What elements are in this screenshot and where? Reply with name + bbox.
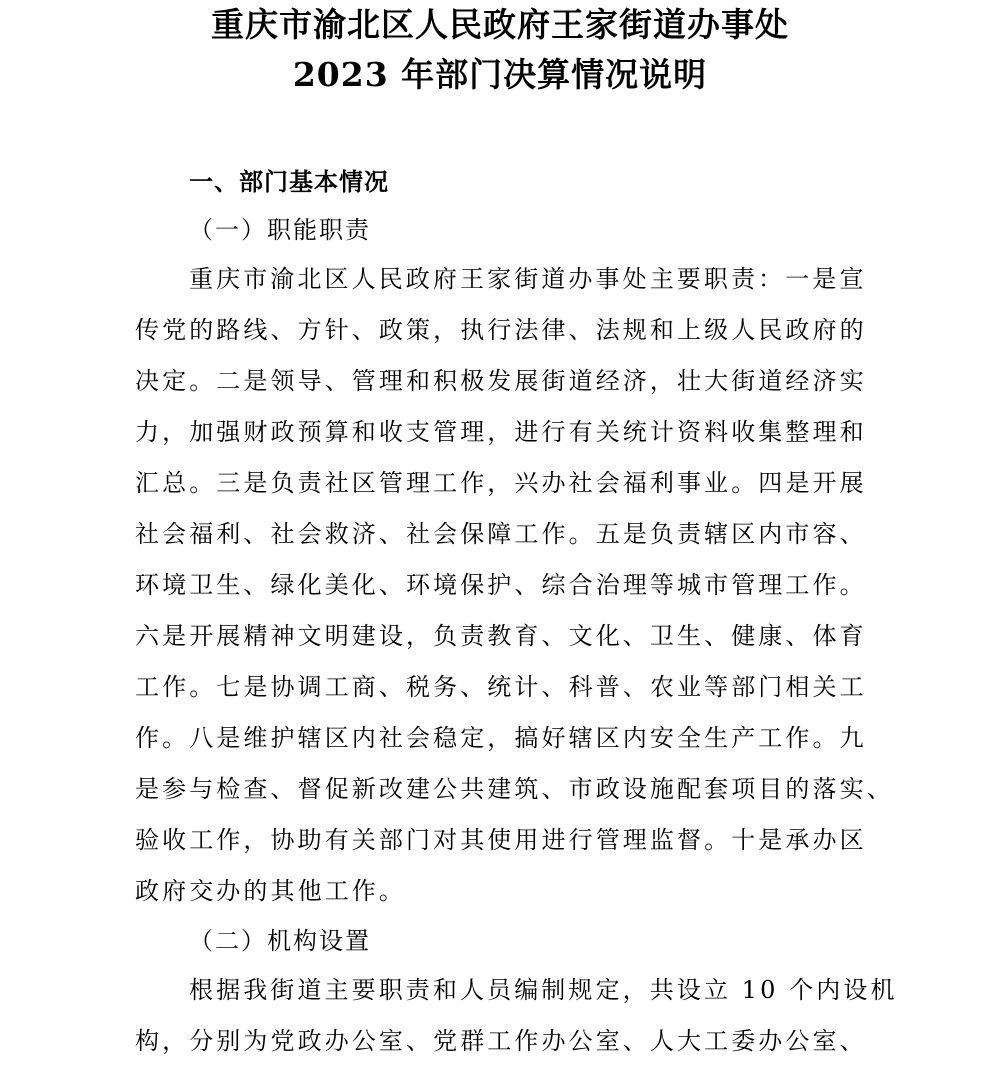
paragraph-line: 是参与检查、督促新改建公共建筑、市政设施配套项目的落实、	[135, 775, 894, 803]
paragraph-line: 工作。七是协调工商、税务、统计、科普、农业等部门相关工	[135, 673, 867, 701]
paragraph-line: 汇总。三是负责社区管理工作，兴办社会福利事业。四是开展	[135, 469, 867, 497]
paragraph-line: 政府交办的其他工作。	[135, 877, 406, 905]
paragraph-duties	[135, 254, 895, 917]
section-heading-basic-info: 一、部门基本情况	[189, 167, 389, 196]
paragraph-organization	[135, 965, 898, 1067]
paragraph-line: 决定。二是领导、管理和积极发展街道经济，壮大街道经济实	[135, 367, 867, 395]
paragraph-line: 作。八是维护辖区内社会稳定，搞好辖区内安全生产工作。九	[135, 724, 867, 752]
paragraph-line: 力，加强财政预算和收支管理，进行有关统计资料收集整理和	[135, 418, 867, 446]
document-body	[135, 158, 898, 1067]
paragraph-line: 六是开展精神文明建设，负责教育、文化、卫生、健康、体育	[135, 622, 867, 650]
subsection-heading-duties: （一）职能职责	[189, 216, 371, 244]
paragraph-line: 根据我街道主要职责和人员编制规定，共设立 10 个内设机	[189, 976, 898, 1004]
document-title	[0, 0, 1000, 100]
title-line-1: 重庆市渝北区人民政府王家街道办事处	[211, 5, 789, 44]
title-line-2: 2023 年部门决算情况说明	[292, 55, 708, 94]
paragraph-line: 环境卫生、绿化美化、环境保护、综合治理等城市管理工作。	[135, 571, 867, 599]
paragraph-line: 构，分别为党政办公室、党群工作办公室、人大工委办公室、	[135, 1027, 867, 1055]
paragraph-line: 传党的路线、方针、政策，执行法律、法规和上级人民政府的	[135, 316, 867, 344]
subsection-heading-organization: （二）机构设置	[189, 927, 371, 955]
paragraph-line: 验收工作，协助有关部门对其使用进行管理监督。十是承办区	[135, 826, 867, 854]
paragraph-line: 重庆市渝北区人民政府王家街道办事处主要职责：一是宣	[189, 265, 867, 293]
paragraph-line: 社会福利、社会救济、社会保障工作。五是负责辖区内市容、	[135, 520, 867, 548]
